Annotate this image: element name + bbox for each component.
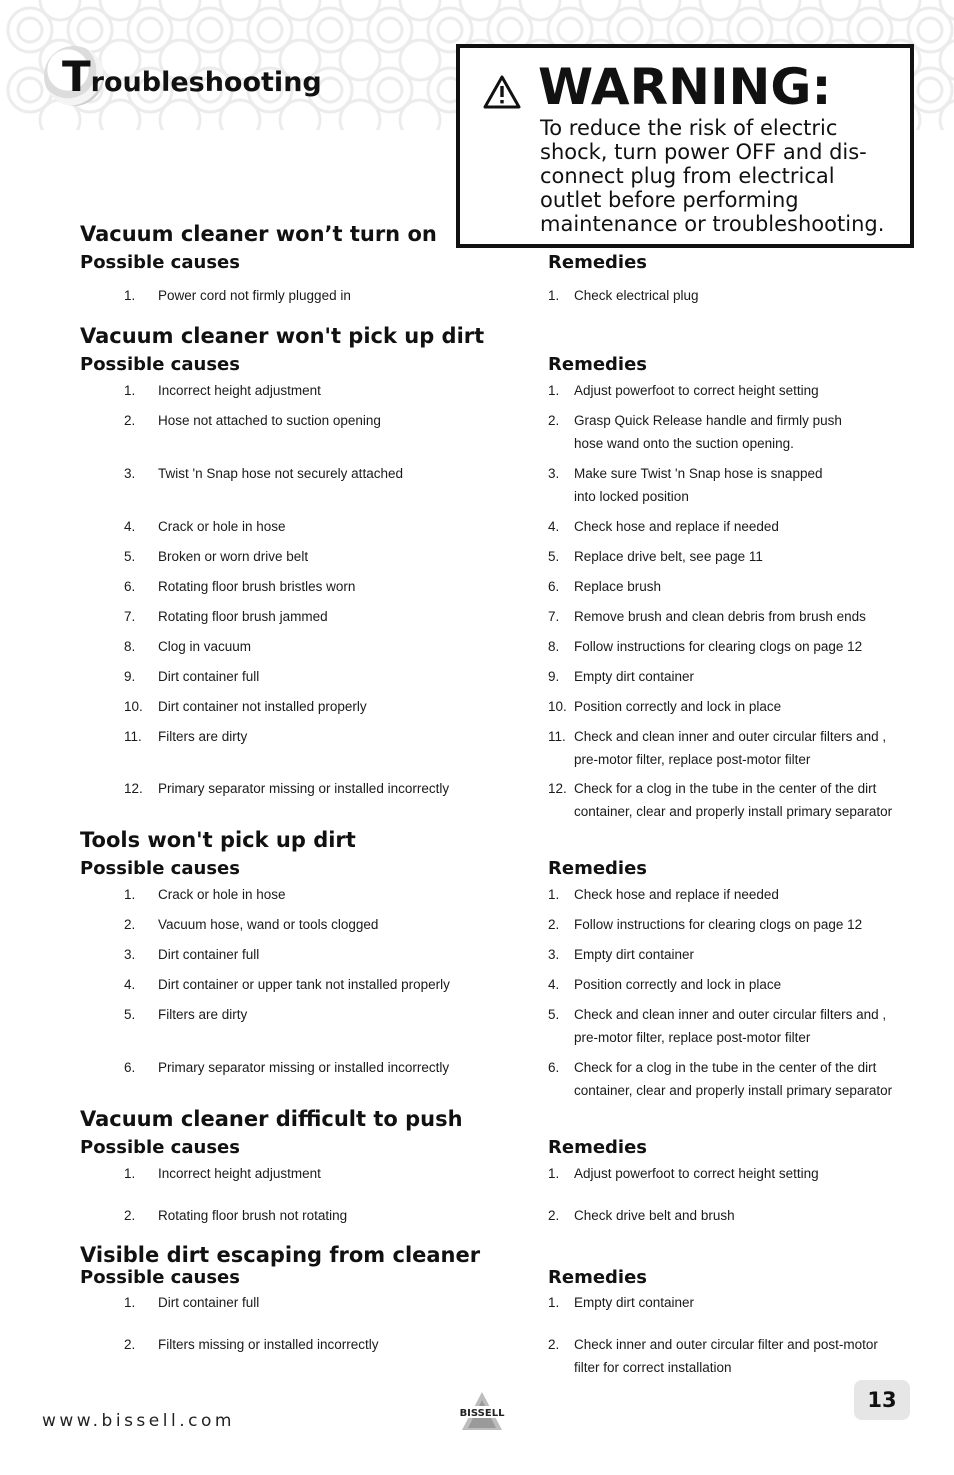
- website-url: www.bissell.com: [42, 1411, 235, 1431]
- remedy-text: Follow instructions for clearing clogs on page 12: [574, 639, 863, 654]
- remedy-text: Empty dirt container: [574, 1295, 695, 1310]
- cause-text: Rotating floor brush bristles worn: [158, 579, 356, 594]
- remedy-number: 5.: [548, 1007, 560, 1022]
- cause-text: Dirt container full: [158, 1295, 260, 1310]
- remedy-text: Check for a clog in the tube in the center of the dirt container, clear and properly install primary separator: [574, 1060, 893, 1098]
- section-title: Tools won't pick up dirt: [80, 828, 356, 852]
- warning-text: To reduce the risk of electric shock, turn power OFF and dis-connect plug from electrical outlet before performing maintenance or troubleshooting.: [540, 116, 885, 236]
- cause-text: Dirt container not installed properly: [158, 699, 367, 714]
- cause-number: 7.: [124, 609, 136, 624]
- warning-heading: WARNING:: [538, 58, 832, 116]
- cause-text: Incorrect height adjustment: [158, 383, 321, 398]
- cause-number: 4.: [124, 519, 136, 534]
- section-title: Vacuum cleaner won't pick up dirt: [80, 324, 485, 348]
- cause-number: 1.: [124, 1295, 136, 1310]
- remedy-text: Remove brush and clean debris from brush ends: [574, 609, 866, 624]
- cause-text: Dirt container full: [158, 947, 260, 962]
- page-title-rest: roubleshooting: [90, 67, 322, 98]
- remedy-text: Adjust powerfoot to correct height setting: [574, 1166, 819, 1181]
- remedy-text: Empty dirt container: [574, 947, 695, 962]
- remedy-number: 5.: [548, 549, 560, 564]
- causes-heading: Possible causes: [80, 252, 240, 273]
- cause-text: Crack or hole in hose: [158, 887, 286, 902]
- remedy-number: 7.: [548, 609, 560, 624]
- remedy-number: 1.: [548, 383, 560, 398]
- cause-text: Hose not attached to suction opening: [158, 413, 381, 428]
- remedy-number: 4.: [548, 519, 560, 534]
- remedy-number: 4.: [548, 977, 560, 992]
- remedy-text: Make sure Twist 'n Snap hose is snapped into locked position: [574, 466, 823, 504]
- remedy-number: 10.: [548, 699, 567, 714]
- cause-text: Broken or worn drive belt: [158, 549, 309, 564]
- remedy-text: Replace drive belt, see page 11: [574, 549, 763, 564]
- cause-text: Rotating floor brush jammed: [158, 609, 328, 624]
- cause-text: Clog in vacuum: [158, 639, 252, 654]
- remedies-heading: Remedies: [548, 858, 648, 879]
- remedy-text: Check drive belt and brush: [574, 1208, 735, 1223]
- remedy-text: Adjust powerfoot to correct height setting: [574, 383, 819, 398]
- causes-heading: Possible causes: [80, 858, 240, 879]
- cause-number: 4.: [124, 977, 136, 992]
- remedy-number: 8.: [548, 639, 560, 654]
- remedy-number: 2.: [548, 917, 560, 932]
- cause-text: Filters are dirty: [158, 1007, 248, 1022]
- remedy-number: 3.: [548, 947, 560, 962]
- cause-number: 3.: [124, 466, 136, 481]
- remedy-number: 6.: [548, 1060, 560, 1075]
- cause-number: 5.: [124, 1007, 136, 1022]
- remedy-text: Position correctly and lock in place: [574, 699, 782, 714]
- causes-heading: Possible causes: [80, 1137, 240, 1158]
- remedy-text: Position correctly and lock in place: [574, 977, 782, 992]
- remedies-heading: Remedies: [548, 1137, 648, 1158]
- cause-text: Incorrect height adjustment: [158, 1166, 321, 1181]
- cause-number: 12.: [124, 781, 143, 796]
- warning-box: [456, 44, 914, 248]
- cause-text: Power cord not firmly plugged in: [158, 288, 351, 303]
- remedies-heading: Remedies: [548, 1267, 648, 1288]
- remedy-text: Grasp Quick Release handle and firmly push hose wand onto the suction opening.: [574, 413, 842, 451]
- section-title: Vacuum cleaner difficult to push: [80, 1107, 463, 1131]
- cause-number: 1.: [124, 887, 136, 902]
- causes-heading: Possible causes: [80, 1267, 240, 1288]
- cause-text: Vacuum hose, wand or tools clogged: [158, 917, 379, 932]
- cause-text: Dirt container or upper tank not installed properly: [158, 977, 450, 992]
- cause-number: 9.: [124, 669, 136, 684]
- remedy-text: Check hose and replace if needed: [574, 519, 779, 534]
- remedy-number: 9.: [548, 669, 560, 684]
- cause-number: 2.: [124, 1208, 136, 1223]
- cause-text: Filters are dirty: [158, 729, 248, 744]
- remedy-number: 2.: [548, 1208, 560, 1223]
- cause-number: 8.: [124, 639, 136, 654]
- remedy-text: Check and clean inner and outer circular filters and , pre-motor filter, replace post-motor filter: [574, 1007, 887, 1045]
- warning-triangle-icon: [482, 74, 522, 110]
- cause-text: Primary separator missing or installed incorrectly: [158, 781, 450, 796]
- page-number: 13: [854, 1380, 910, 1420]
- cause-number: 1.: [124, 1166, 136, 1181]
- remedy-text: Check for a clog in the tube in the center of the dirt container, clear and properly install primary separator: [574, 781, 893, 819]
- cause-number: 2.: [124, 1337, 136, 1352]
- cause-number: 11.: [124, 729, 142, 744]
- bissell-logo: [450, 1390, 514, 1432]
- remedy-text: Empty dirt container: [574, 669, 695, 684]
- page-title: [62, 52, 322, 101]
- remedy-number: 1.: [548, 1295, 560, 1310]
- cause-number: 1.: [124, 383, 136, 398]
- cause-number: 6.: [124, 579, 136, 594]
- cause-number: 3.: [124, 947, 136, 962]
- remedy-text: Check hose and replace if needed: [574, 887, 779, 902]
- cause-text: Primary separator missing or installed incorrectly: [158, 1060, 450, 1075]
- cause-text: Crack or hole in hose: [158, 519, 286, 534]
- cause-text: Rotating floor brush not rotating: [158, 1208, 348, 1223]
- cause-number: 2.: [124, 917, 136, 932]
- section-title: Visible dirt escaping from cleaner: [80, 1243, 481, 1267]
- causes-heading: Possible causes: [80, 354, 240, 375]
- remedy-number: 3.: [548, 466, 560, 481]
- cause-number: 2.: [124, 413, 136, 428]
- remedy-text: Check and clean inner and outer circular filters and , pre-motor filter, replace post-motor filter: [574, 729, 887, 767]
- cause-text: Twist 'n Snap hose not securely attached: [158, 466, 403, 481]
- remedies-heading: Remedies: [548, 354, 648, 375]
- page-title-initial: T: [62, 52, 91, 101]
- cause-number: 6.: [124, 1060, 136, 1075]
- remedy-number: 2.: [548, 1337, 560, 1352]
- remedy-number: 1.: [548, 1166, 560, 1181]
- remedy-text: Follow instructions for clearing clogs on page 12: [574, 917, 863, 932]
- remedy-number: 2.: [548, 413, 560, 428]
- remedy-number: 1.: [548, 288, 560, 303]
- cause-text: Filters missing or installed incorrectly: [158, 1337, 379, 1352]
- cause-text: Dirt container full: [158, 669, 260, 684]
- svg-text:BISSELL: BISSELL: [459, 1408, 505, 1419]
- remedy-text: Check inner and outer circular filter and post-motor filter for correct installation: [574, 1337, 878, 1375]
- remedy-number: 12.: [548, 781, 567, 796]
- cause-number: 1.: [124, 288, 136, 303]
- remedy-number: 6.: [548, 579, 560, 594]
- cause-number: 5.: [124, 549, 136, 564]
- remedies-heading: Remedies: [548, 252, 648, 273]
- remedy-text: Replace brush: [574, 579, 662, 594]
- remedy-text: Check electrical plug: [574, 288, 699, 303]
- remedy-number: 11.: [548, 729, 566, 744]
- cause-number: 10.: [124, 699, 143, 714]
- remedy-number: 1.: [548, 887, 560, 902]
- section-title: Vacuum cleaner won’t turn on: [80, 222, 437, 246]
